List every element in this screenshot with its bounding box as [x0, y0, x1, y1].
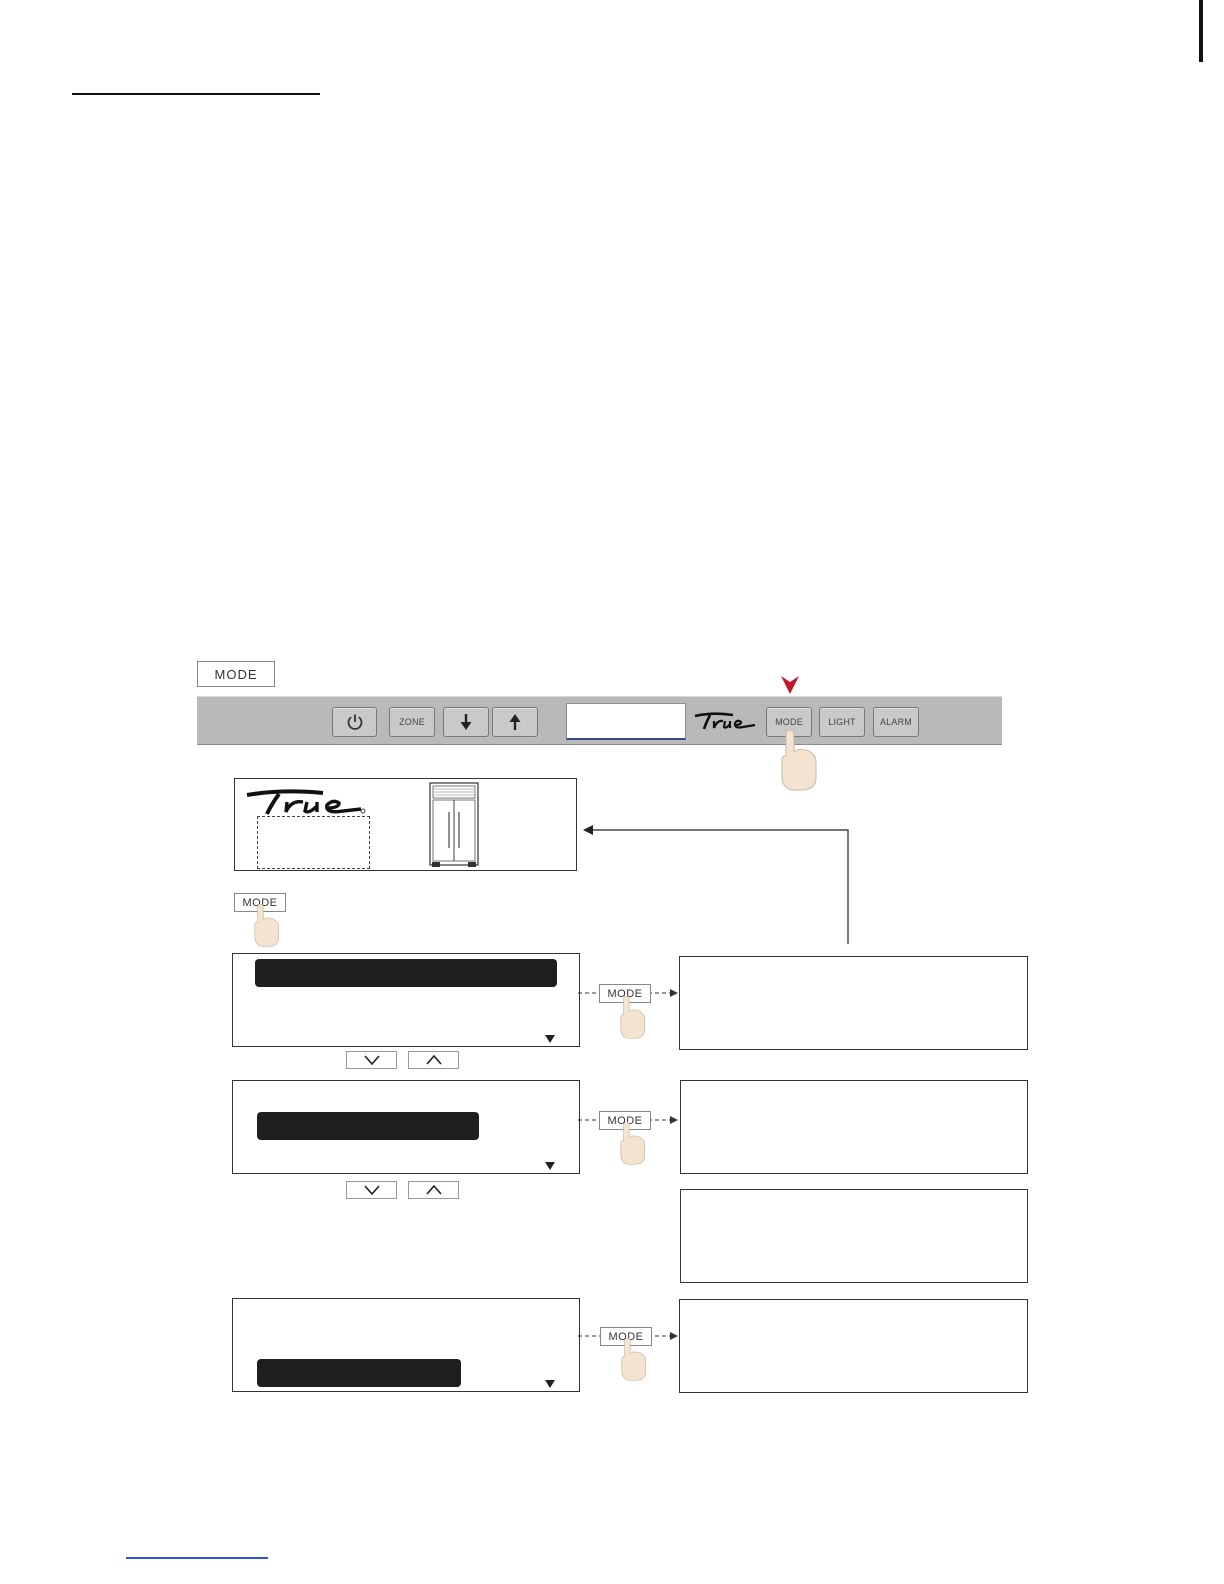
- control-panel: [197, 696, 1002, 745]
- menu-highlight-bar: [255, 959, 557, 987]
- hand-press-icon: [252, 904, 280, 948]
- panel-display: [566, 703, 686, 740]
- mode-key-text: MODE: [607, 987, 643, 1000]
- power-icon: [346, 713, 364, 731]
- result-box-4: [679, 1299, 1028, 1393]
- hand-press-icon: [619, 1338, 647, 1382]
- header-underline: [72, 93, 320, 95]
- menu-highlight-bar: [257, 1112, 479, 1140]
- temperature-readout-area: [257, 816, 370, 869]
- power-button[interactable]: [332, 707, 377, 737]
- footer-link-underline: [126, 1557, 268, 1559]
- result-box-2: [680, 1080, 1028, 1174]
- chevron-up-key: [408, 1181, 459, 1199]
- mode-key-label: [197, 661, 275, 687]
- indicator-arrow-icon: [779, 674, 801, 696]
- menu-highlight-bar: [257, 1359, 461, 1387]
- menu-screen-1: [232, 953, 580, 1047]
- mode-key-text: MODE: [242, 896, 278, 909]
- mode-button-label: MODE: [775, 717, 803, 727]
- refrigerator-icon: [429, 782, 481, 868]
- home-screen: [234, 778, 577, 871]
- zone-button[interactable]: [389, 707, 435, 737]
- scroll-down-indicator-icon: [545, 1380, 555, 1388]
- mode-key-text: MODE: [607, 1114, 643, 1127]
- chevron-down-key: [346, 1051, 397, 1069]
- hand-press-icon: [618, 996, 646, 1040]
- page-edge-tab: [1199, 0, 1203, 62]
- chevron-down-key: [346, 1181, 397, 1199]
- true-logo: [693, 710, 759, 732]
- menu-screen-2: [232, 1080, 580, 1174]
- result-box-3: [680, 1189, 1028, 1283]
- light-button[interactable]: [819, 707, 865, 737]
- menu-screen-3: [232, 1298, 580, 1392]
- chevron-up-icon: [425, 1055, 443, 1065]
- alarm-button[interactable]: [873, 707, 919, 737]
- chevron-down-icon: [363, 1185, 381, 1195]
- hand-press-icon: [778, 730, 818, 792]
- zone-button-label: ZONE: [399, 717, 425, 727]
- scroll-down-indicator-icon: [545, 1162, 555, 1170]
- light-button-label: LIGHT: [828, 717, 856, 727]
- result-box-1: [679, 956, 1028, 1050]
- up-button[interactable]: [492, 707, 538, 737]
- mode-key-text: MODE: [608, 1330, 644, 1343]
- chevron-up-icon: [425, 1185, 443, 1195]
- mode-key-text: MODE: [214, 666, 258, 682]
- return-arrow: [580, 822, 855, 948]
- arrow-up-icon: [508, 713, 522, 731]
- scroll-down-indicator-icon: [545, 1035, 555, 1043]
- arrow-down-icon: [459, 713, 473, 731]
- hand-press-icon: [618, 1122, 646, 1166]
- chevron-down-icon: [363, 1055, 381, 1065]
- true-logo-large: [245, 787, 367, 817]
- chevron-up-key: [408, 1051, 459, 1069]
- down-button[interactable]: [443, 707, 489, 737]
- alarm-button-label: ALARM: [879, 717, 912, 727]
